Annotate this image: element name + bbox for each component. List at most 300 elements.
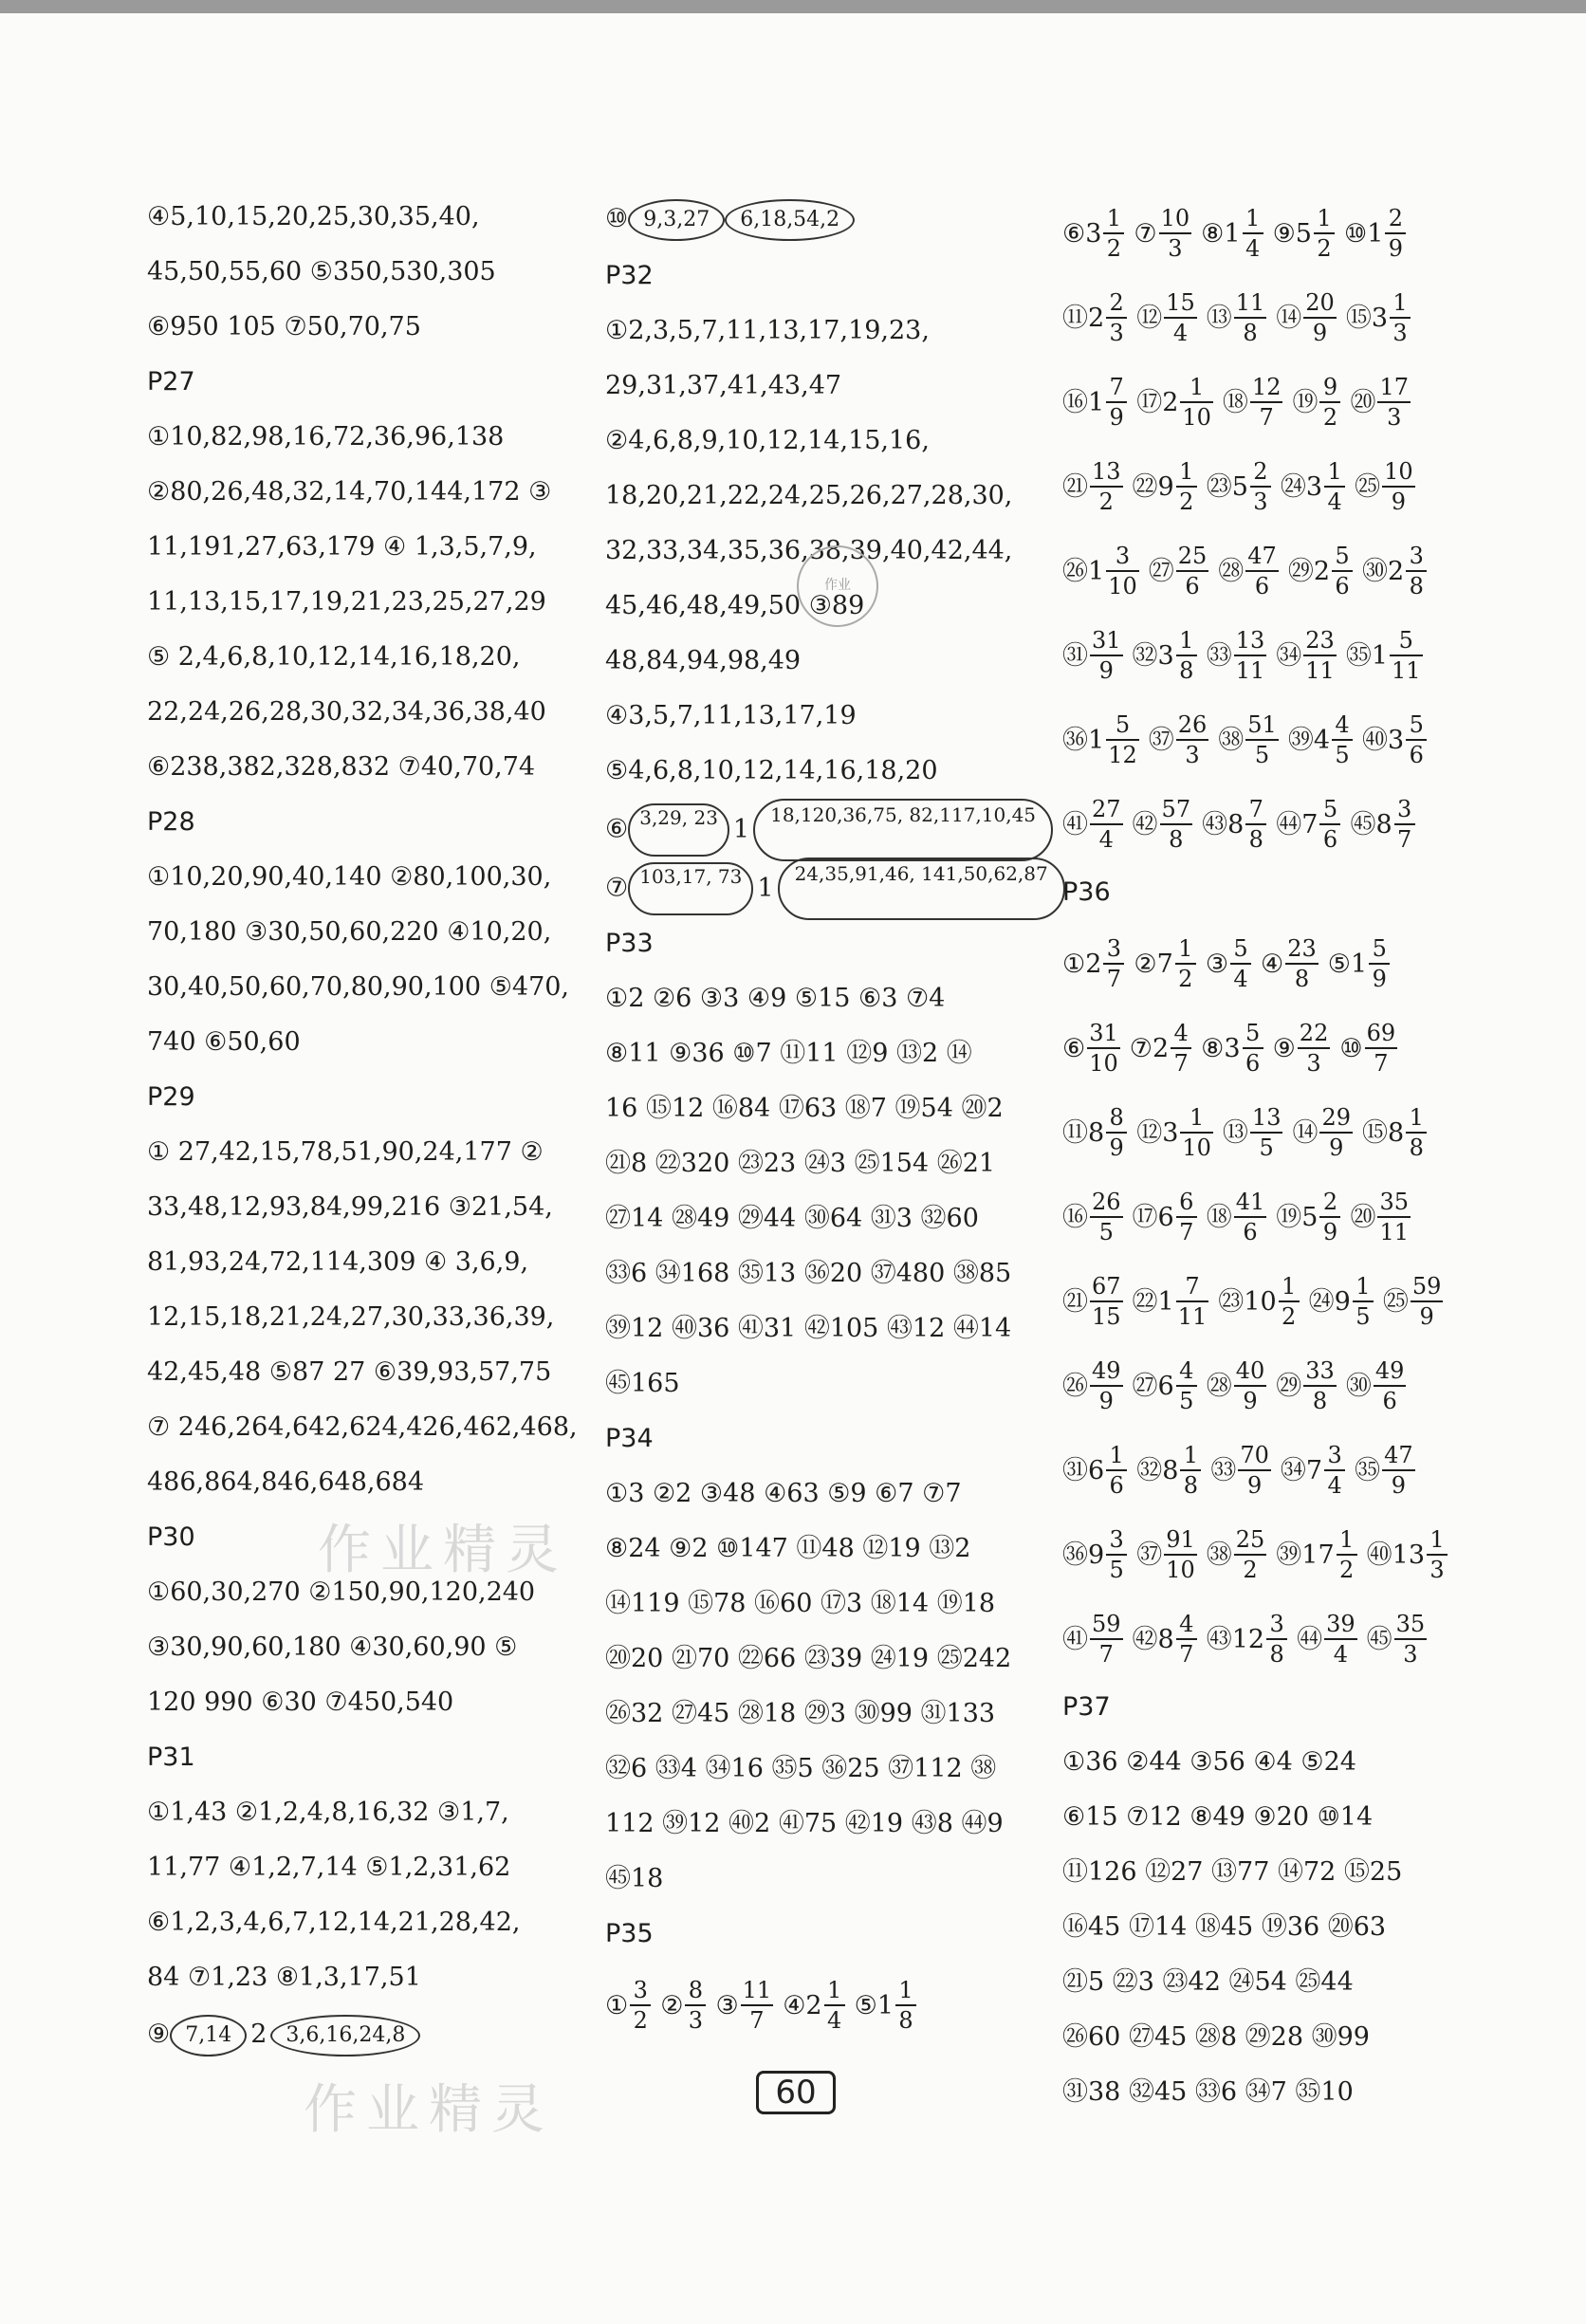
question-number: ㊷ — [1132, 809, 1158, 839]
fraction — [630, 1976, 651, 2035]
denominator: 9 — [1419, 1303, 1434, 1330]
denominator: 3 — [1387, 404, 1402, 431]
numerator: 51 — [1247, 711, 1277, 738]
numerator: 4 — [1179, 1611, 1194, 1637]
question-number: ⑯ — [1062, 387, 1088, 417]
fraction-answer — [660, 1963, 706, 2048]
denominator: 8 — [1169, 826, 1184, 853]
fraction-answer — [1149, 697, 1209, 783]
scan-top-edge — [0, 0, 1586, 13]
answer-line: ④3,5,7,11,13,17,19 — [605, 701, 857, 730]
question-number: ㉞ — [1280, 1455, 1306, 1485]
whole-part: 9 — [1157, 471, 1174, 502]
question-number: ㊶ — [1062, 809, 1088, 839]
question-number: ㉛ — [1062, 640, 1088, 671]
whole-part: 3 — [1388, 725, 1405, 755]
question-number: ㉟ — [1355, 1455, 1381, 1485]
denominator: 7 — [1259, 404, 1274, 431]
whole-part: 8 — [1088, 1117, 1105, 1148]
denominator: 6 — [1382, 1388, 1397, 1414]
fraction — [1319, 373, 1340, 432]
answer-line: ①36 ②44 ③56 ④4 ⑤24 — [1062, 1747, 1356, 1777]
fraction — [685, 1976, 706, 2035]
question-number: ㉞ — [1276, 640, 1302, 671]
answer-line: ②4,6,8,9,10,12,14,15,16, — [605, 426, 930, 455]
numerator: 3 — [1327, 1442, 1342, 1468]
fraction — [824, 1976, 845, 2035]
whole-part: 6 — [1088, 1455, 1105, 1485]
numerator: 22 — [1299, 1020, 1329, 1046]
fraction-answer — [1133, 1343, 1197, 1429]
fraction-answer — [1273, 1005, 1331, 1091]
fraction — [1382, 1441, 1415, 1500]
answer-line: 740 ⑥50,60 — [147, 1027, 301, 1057]
page-section-header: P35 — [605, 1919, 654, 1948]
whole-part: 3 — [1305, 471, 1323, 502]
denominator: 3 — [1392, 320, 1408, 346]
question-number: ㉗ — [1148, 556, 1174, 586]
fraction-answer — [1328, 921, 1390, 1006]
fraction-answer — [1261, 921, 1319, 1006]
numerator: 26 — [1177, 711, 1208, 738]
numerator: 15 — [1166, 289, 1195, 316]
answer-line: ①10,20,90,40,140 ②80,100,30, — [147, 862, 552, 892]
question-number: ⑪ — [1062, 1117, 1088, 1148]
fraction-answer — [1133, 1174, 1197, 1260]
denominator: 2 — [633, 2007, 648, 2034]
fraction — [1234, 1188, 1267, 1246]
question-number: ㊳ — [1206, 1540, 1232, 1570]
numerator: 1 — [826, 1977, 842, 2003]
numerator: 1 — [1409, 1104, 1424, 1131]
fraction-answer-line — [1062, 1595, 1499, 1680]
denominator: 6 — [1185, 573, 1200, 599]
fraction — [1303, 1356, 1337, 1415]
question-number: ⑨ — [1272, 218, 1296, 249]
fraction — [1266, 1610, 1287, 1669]
fraction — [1369, 934, 1390, 993]
set-oval-left: 9,3,27 — [628, 199, 725, 241]
whole-part: 2 — [1152, 1033, 1170, 1063]
page-section-header: P31 — [147, 1743, 195, 1772]
fraction-answer — [1130, 1005, 1191, 1091]
venn-answer — [147, 2005, 583, 2064]
fraction — [1180, 1441, 1201, 1500]
fraction-answer — [1207, 613, 1267, 698]
fraction — [1406, 710, 1427, 769]
answer-line: ⑤ 2,4,6,8,10,12,14,16,18,20, — [147, 642, 521, 672]
whole-part: 1 — [1367, 218, 1384, 249]
denominator: 9 — [1098, 1388, 1114, 1414]
numerator: 1 — [1179, 627, 1194, 654]
fraction — [1106, 1525, 1127, 1584]
whole-part: 17 — [1301, 1540, 1335, 1570]
answer-line: ⑥950 105 ⑦50,70,75 — [147, 312, 421, 341]
numerator: 39 — [1326, 1611, 1355, 1637]
fraction-answer — [1207, 1174, 1267, 1260]
answer-line: 486,864,846,648,684 — [147, 1467, 425, 1497]
fraction-answer-line — [1062, 1511, 1499, 1595]
answer-line: 18,20,21,22,24,25,26,27,28,30, — [605, 481, 1013, 510]
fraction-answer — [1201, 191, 1263, 276]
fraction-answer — [783, 1963, 844, 2048]
answer-line: ⑥15 ⑦12 ⑧49 ⑨20 ⑩14 — [1062, 1802, 1374, 1832]
question-number: ㉛ — [1062, 1455, 1088, 1485]
question-number: ㉒ — [1132, 1286, 1158, 1317]
answer-line: 112 ㊴12 ㊵2 ㊶75 ㊷19 ㊸8 ㊹9 — [605, 1809, 1004, 1838]
denominator: 9 — [1243, 1388, 1258, 1414]
question-number: ② — [660, 1990, 684, 2020]
whole-part: 2 — [1085, 949, 1102, 979]
page-section-header: P34 — [605, 1424, 654, 1453]
question-number: ⑫ — [1136, 303, 1163, 333]
numerator: 1 — [1179, 458, 1194, 485]
question-number: ㉑ — [1062, 1286, 1088, 1317]
numerator: 33 — [1305, 1357, 1335, 1384]
fraction — [1103, 934, 1124, 993]
whole-part: 5 — [1231, 471, 1248, 502]
numerator: 10 — [1384, 458, 1413, 485]
fraction-answer — [1149, 528, 1209, 614]
question-number: ⑭ — [1276, 303, 1302, 333]
numerator: 13 — [1235, 627, 1265, 654]
numerator: 4 — [1173, 1020, 1189, 1046]
fraction-answer — [1133, 444, 1197, 529]
page-section-header: P28 — [147, 807, 195, 837]
numerator: 7 — [1109, 374, 1124, 400]
denominator: 9 — [1391, 489, 1407, 515]
set-intersection: 2 — [250, 2020, 267, 2049]
answer-column-left — [147, 190, 583, 2064]
fraction-answer — [1133, 1259, 1209, 1344]
denominator: 10 — [1166, 1557, 1195, 1583]
question-number: ㊺ — [1366, 1624, 1392, 1654]
fraction — [1394, 1610, 1428, 1669]
denominator: 10 — [1182, 404, 1211, 431]
answer-line: ⑧11 ⑨36 ⑩7 ⑪11 ⑫9 ⑬2 ⑭ — [605, 1039, 972, 1068]
answer-line: ㉛38 ㉜45 ㉝6 ㉞7 ㉟10 — [1062, 2077, 1354, 2107]
denominator: 4 — [1098, 826, 1114, 853]
question-number: ㉓ — [1206, 471, 1232, 502]
question-number: ⑦ — [1129, 1033, 1153, 1063]
fraction-answer — [1218, 697, 1279, 783]
seal-stamp: 作业 — [797, 545, 878, 627]
answer-line: 32,33,34,35,36,38,39,40,42,44, — [605, 536, 1013, 565]
answer-line: ②80,26,48,32,14,70,144,172 ③ — [147, 477, 552, 507]
answer-line: 12,15,18,21,24,27,30,33,36,39, — [147, 1302, 555, 1332]
fraction-answer — [1346, 613, 1423, 698]
whole-part: 8 — [1162, 1455, 1179, 1485]
denominator: 6 — [1243, 1219, 1258, 1245]
fraction-answer — [1344, 191, 1406, 276]
denominator: 7 — [1397, 826, 1412, 853]
fraction — [1106, 710, 1139, 769]
numerator: 7 — [1185, 1273, 1200, 1300]
fraction-answer — [1062, 1005, 1120, 1091]
question-number: ③ — [715, 1990, 739, 2020]
numerator: 5 — [1233, 935, 1248, 962]
whole-part: 2 — [1088, 303, 1105, 333]
fraction-answer — [1367, 1596, 1428, 1682]
numerator: 1 — [1106, 205, 1122, 231]
denominator: 2 — [1243, 1557, 1258, 1583]
answer-line: ① 27,42,15,78,51,90,24,177 ② — [147, 1137, 544, 1167]
numerator: 35 — [1395, 1611, 1426, 1637]
question-number: ㉕ — [1382, 1286, 1409, 1317]
fraction-answer — [1281, 444, 1345, 529]
fraction-answer — [1062, 1512, 1127, 1597]
whole-part: 12 — [1231, 1624, 1265, 1654]
question-number: ㉔ — [1308, 1286, 1335, 1317]
denominator: 4 — [1172, 320, 1189, 346]
fraction — [1319, 1188, 1340, 1246]
answer-line: 45,50,55,60 ⑤350,530,305 — [147, 257, 496, 286]
question-number: ⑦ — [605, 873, 629, 903]
whole-part: 1 — [1371, 640, 1389, 671]
set-oval-right: 3,6,16,24,8 — [270, 2015, 420, 2057]
fraction — [1090, 457, 1123, 516]
fraction — [1411, 1272, 1444, 1331]
answer-line: ⑪126 ⑫27 ⑬77 ⑭72 ⑮25 — [1062, 1857, 1403, 1887]
denominator: 4 — [1333, 1641, 1348, 1668]
question-number: ㉑ — [1062, 471, 1088, 502]
whole-part: 1 — [1351, 949, 1368, 979]
denominator: 4 — [1245, 235, 1261, 262]
numerator: 5 — [1372, 935, 1387, 962]
fraction-answer — [1276, 782, 1340, 867]
numerator: 5 — [1335, 543, 1350, 569]
fraction — [1319, 795, 1340, 854]
set-oval-right: 18,120,36,75, 82,117,10,45 — [753, 799, 1053, 861]
fraction-answer — [1297, 1596, 1357, 1682]
answer-line: ①1,43 ②1,2,4,8,16,32 ③1,7, — [147, 1798, 509, 1827]
numerator: 47 — [1384, 1442, 1413, 1468]
question-number: ㊱ — [1062, 1540, 1088, 1570]
denominator: 8 — [1243, 320, 1258, 346]
numerator: 9 — [1322, 374, 1338, 400]
numerator: 3 — [1106, 935, 1122, 962]
fraction-answer-line — [1062, 1089, 1499, 1173]
answer-line: ㊺18 — [605, 1864, 664, 1893]
denominator: 9 — [1109, 1134, 1124, 1161]
denominator: 2 — [1179, 489, 1194, 515]
page-section-header: P32 — [605, 261, 654, 290]
fraction — [1087, 1019, 1120, 1078]
fraction — [1285, 934, 1319, 993]
page-section-header: P33 — [605, 929, 654, 958]
denominator: 6 — [1335, 573, 1350, 599]
denominator: 11 — [1305, 657, 1335, 684]
question-number: ⑨ — [147, 2020, 171, 2049]
question-number: ㉙ — [1287, 556, 1314, 586]
denominator: 15 — [1092, 1303, 1121, 1330]
answer-line: ㉑5 ㉒3 ㉓42 ㉔54 ㉕44 — [1062, 1967, 1354, 1997]
fraction — [1245, 542, 1279, 600]
denominator: 12 — [1108, 742, 1137, 768]
fraction — [1176, 1188, 1197, 1246]
question-number: ㉘ — [1218, 556, 1245, 586]
set-oval-right: 6,18,54,2 — [725, 199, 855, 241]
question-number: ㊷ — [1132, 1624, 1158, 1654]
answer-line: ㉗14 ㉘49 ㉙44 ㉚64 ㉛3 ㉜60 — [605, 1204, 979, 1233]
denominator: 10 — [1108, 573, 1137, 599]
answer-line: ①60,30,270 ②150,90,120,240 — [147, 1577, 536, 1607]
question-number: ⑭ — [1292, 1117, 1319, 1148]
answer-line: 70,180 ③30,50,60,220 ④10,20, — [147, 917, 552, 947]
question-number: ⑰ — [1136, 387, 1163, 417]
denominator: 5 — [1179, 1388, 1194, 1414]
fraction — [1377, 1188, 1411, 1246]
fraction — [1234, 1525, 1267, 1584]
numerator: 13 — [1092, 458, 1121, 485]
numerator: 1 — [1282, 1273, 1297, 1300]
fraction-answer-line — [1062, 359, 1499, 443]
denominator: 10 — [1182, 1134, 1211, 1161]
fraction-answer — [1062, 1596, 1123, 1682]
fraction — [1106, 1441, 1127, 1500]
denominator: 3 — [1306, 1050, 1321, 1077]
fraction — [1234, 626, 1267, 685]
denominator: 11 — [1177, 1303, 1208, 1330]
fraction — [1298, 1019, 1331, 1078]
fraction — [1238, 1441, 1271, 1500]
answer-line: 84 ⑦1,23 ⑧1,3,17,51 — [147, 1963, 421, 1992]
denominator: 2 — [1322, 404, 1338, 431]
fraction — [1374, 1356, 1407, 1415]
question-number: ㉗ — [1132, 1371, 1158, 1401]
fraction-answer — [1062, 1259, 1123, 1344]
numerator: 1 — [1190, 374, 1205, 400]
fraction-answer — [1136, 1512, 1197, 1597]
answer-line: ①2 ②6 ③3 ④9 ⑤15 ⑥3 ⑦4 — [605, 984, 946, 1013]
fraction — [1164, 288, 1197, 347]
fraction-answer — [1362, 528, 1427, 614]
denominator: 9 — [1388, 235, 1404, 262]
question-number: ㊵ — [1362, 725, 1389, 755]
answer-line: ㉖60 ㉗45 ㉘8 ㉙28 ㉚99 — [1062, 2022, 1370, 2052]
question-number: ⑩ — [1339, 1033, 1363, 1063]
question-number: ㉕ — [1355, 471, 1381, 502]
denominator: 4 — [826, 2007, 842, 2034]
fraction-answer — [1062, 1090, 1127, 1175]
whole-part: 1 — [1224, 218, 1241, 249]
numerator: 11 — [742, 1977, 772, 2003]
fraction — [1176, 710, 1209, 769]
fraction — [1176, 1610, 1197, 1669]
denominator: 4 — [1327, 1472, 1342, 1499]
fraction-answer — [1062, 191, 1124, 276]
question-number: ⑧ — [1201, 218, 1225, 249]
fraction-answer — [1136, 275, 1197, 360]
answer-column-middle — [605, 190, 1048, 2046]
fraction-answer — [1207, 1596, 1287, 1682]
fraction-answer — [1276, 1512, 1356, 1597]
fraction-answer-line — [1062, 443, 1499, 527]
numerator: 20 — [1305, 289, 1335, 316]
denominator: 8 — [1248, 826, 1263, 853]
whole-part: 6 — [1157, 1371, 1174, 1401]
whole-part: 2 — [1162, 387, 1179, 417]
fraction-answer — [1362, 1090, 1427, 1175]
denominator: 8 — [1183, 1472, 1199, 1499]
page-section-header: P30 — [147, 1522, 195, 1552]
fraction — [1090, 795, 1123, 854]
venn-answer — [605, 799, 1042, 858]
numerator: 59 — [1092, 1611, 1121, 1637]
whole-part: 3 — [1157, 640, 1174, 671]
question-number: ㉘ — [1206, 1371, 1232, 1401]
numerator: 5 — [1409, 711, 1424, 738]
fraction-answer — [1362, 697, 1427, 783]
numerator: 29 — [1321, 1104, 1352, 1131]
fraction-answer — [1062, 1174, 1123, 1260]
numerator: 3 — [1109, 1526, 1124, 1553]
numerator: 1 — [1245, 205, 1261, 231]
fraction-answer — [1292, 360, 1340, 445]
fraction-answer-line — [1062, 1258, 1499, 1342]
question-number: ㊹ — [1297, 1624, 1323, 1654]
denominator: 8 — [1294, 966, 1310, 992]
numerator: 2 — [1322, 1189, 1338, 1215]
fraction — [1324, 457, 1345, 516]
fraction — [1245, 710, 1279, 769]
question-number: ① — [1062, 949, 1086, 979]
question-number: ㊺ — [1350, 809, 1376, 839]
denominator: 2 — [1317, 235, 1332, 262]
denominator: 7 — [1098, 1641, 1114, 1668]
fraction — [1176, 542, 1209, 600]
fraction-answer — [1292, 1090, 1353, 1175]
question-number: ⑤ — [854, 1990, 877, 2020]
whole-part: 8 — [1388, 1117, 1405, 1148]
numerator: 47 — [1247, 543, 1277, 569]
question-number: ㊳ — [1218, 725, 1245, 755]
fraction-answer — [605, 1963, 651, 2048]
denominator: 3 — [1185, 742, 1200, 768]
denominator: 2 — [1098, 489, 1114, 515]
question-number: ㉟ — [1345, 640, 1372, 671]
answer-line: 30,40,50,60,70,80,90,100 ⑤470, — [147, 972, 570, 1002]
set-oval-left: 103,17, 73 — [628, 862, 753, 915]
question-number: ⑱ — [1222, 387, 1248, 417]
denominator: 3 — [1109, 320, 1124, 346]
fraction — [1106, 288, 1127, 347]
question-number: ② — [1134, 949, 1157, 979]
question-number: ㉓ — [1218, 1286, 1245, 1317]
fraction-answer — [1136, 360, 1213, 445]
fraction — [1332, 710, 1353, 769]
question-number: ㉝ — [1210, 1455, 1237, 1485]
numerator: 26 — [1092, 1189, 1121, 1215]
fraction-answer — [1062, 444, 1123, 529]
numerator: 41 — [1235, 1189, 1265, 1215]
fraction — [741, 1976, 774, 2035]
numerator: 1 — [1429, 1526, 1445, 1553]
answer-line: ①10,82,98,16,72,36,96,138 — [147, 422, 505, 452]
whole-part: 7 — [1301, 809, 1319, 839]
fraction-answer — [1288, 697, 1353, 783]
question-number: ⑩ — [1343, 218, 1368, 249]
numerator: 7 — [1248, 796, 1263, 822]
fraction-answer — [1350, 782, 1414, 867]
page-section-header: P27 — [147, 367, 195, 397]
fraction-answer — [1133, 1596, 1197, 1682]
numerator: 27 — [1092, 796, 1121, 822]
question-number: ⑦ — [1134, 218, 1157, 249]
numerator: 91 — [1166, 1526, 1195, 1553]
question-number: ㊴ — [1287, 725, 1314, 755]
question-number: ⑳ — [1350, 1202, 1376, 1232]
